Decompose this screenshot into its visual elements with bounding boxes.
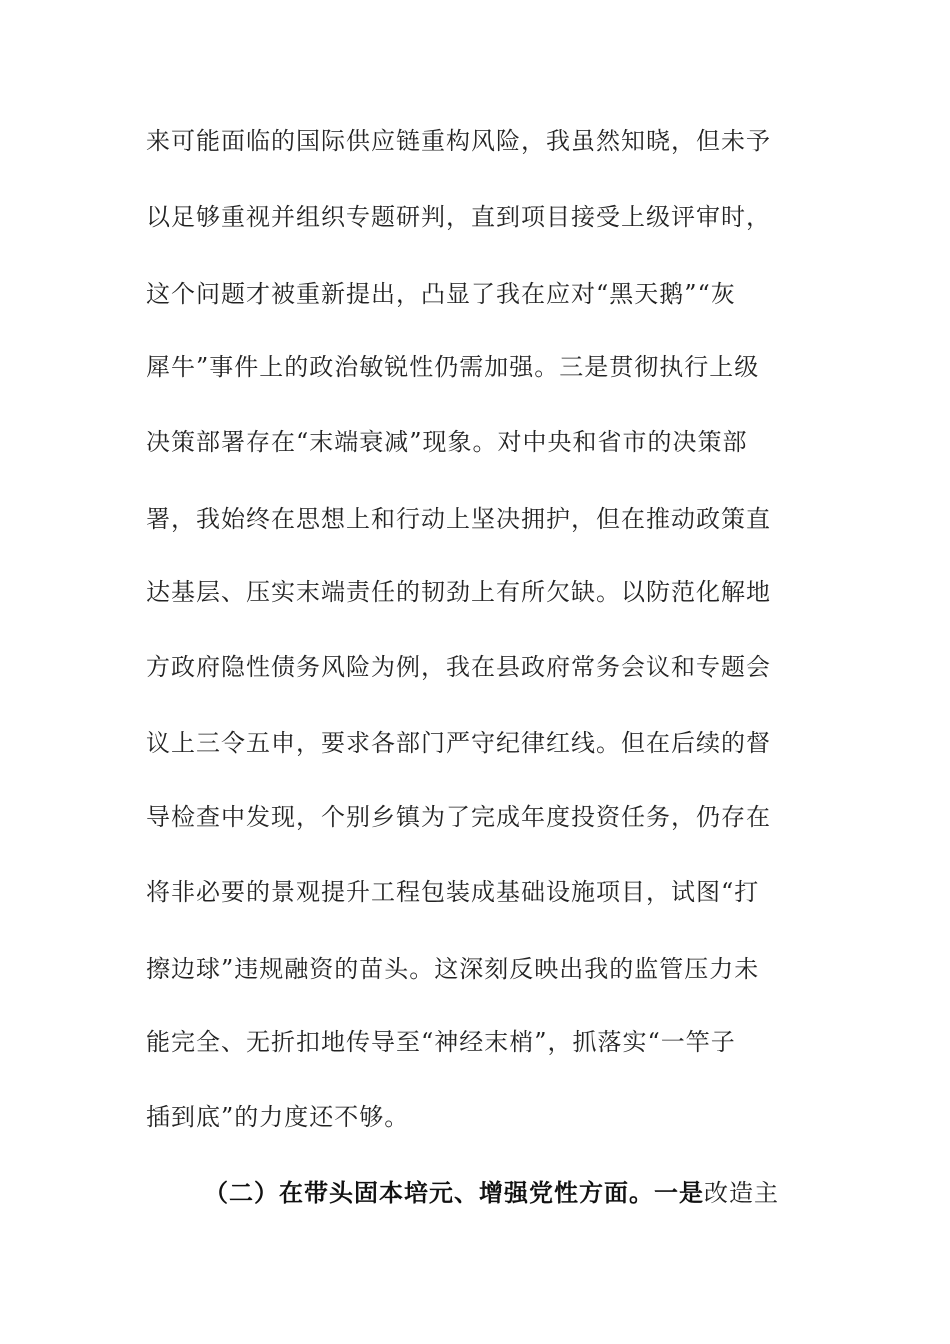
body-text-line: 以足够重视并组织专题研判，直到项目接受上级评审时， (146, 203, 771, 231)
body-text-line: 插到底”的力度还不够。 (146, 1103, 410, 1131)
body-text-line: 这个问题才被重新提出，凸显了我在应对“黑天鹅”“灰 (146, 280, 736, 308)
body-text-line: 决策部署存在“末端衰减”现象。对中央和省市的决策部 (146, 428, 748, 456)
body-text-line: 署，我始终在思想上和行动上坚决拥护，但在推动政策直 (146, 505, 771, 533)
body-text-line: 来可能面临的国际供应链重构风险，我虽然知晓，但未予 (146, 127, 771, 155)
body-text-line: 擦边球”违规融资的苗头。这深刻反映出我的监管压力未 (146, 955, 760, 983)
body-text-line: 导检查中发现，个别乡镇为了完成年度投资任务，仍存在 (146, 803, 771, 831)
section-heading-normal: 改造主 (704, 1179, 779, 1207)
body-text-line: 方政府隐性债务风险为例，我在县政府常务会议和专题会 (146, 653, 771, 681)
body-text-line: 犀牛”事件上的政治敏锐性仍需加强。三是贯彻执行上级 (146, 353, 760, 381)
body-text-line: 能完全、无折扣地传导至“神经末梢”，抓落实“一竿子 (146, 1028, 736, 1056)
body-text-line: 议上三令五申，要求各部门严守纪律红线。但在后续的督 (146, 729, 771, 757)
body-text-line: 将非必要的景观提升工程包装成基础设施项目，试图“打 (146, 878, 760, 906)
section-heading-line (204, 1179, 804, 1207)
body-text-line: 达基层、压实末端责任的韧劲上有所欠缺。以防范化解地 (146, 578, 771, 606)
section-heading-bold: （二）在带头固本培元、增强党性方面。一是 (204, 1178, 704, 1207)
